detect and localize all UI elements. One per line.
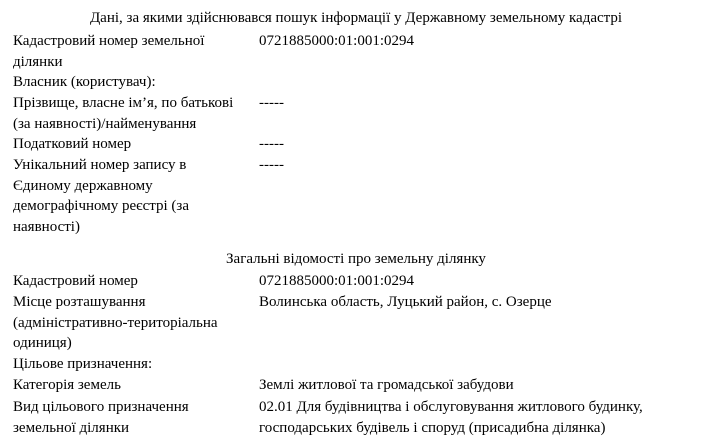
row-value: 02.01 Для будівництва і обслуговування житлового будинку, господарських будівель і споруд (присадибна ділянка)	[259, 399, 643, 436]
row-value: -----	[259, 136, 284, 152]
search-data-section-title: Дані, за якими здійснювався пошук інформації у Державному земельному кадастрі	[89, 10, 623, 26]
row-label: Власник (користувач):	[13, 74, 156, 90]
row-label: Кадастровий номер	[13, 273, 138, 289]
row-value: Землі житлової та громадської забудови	[259, 377, 514, 393]
row-value: -----	[259, 95, 284, 111]
row-value: Волинська область, Луцький район, с. Озерце	[259, 294, 552, 310]
row-value: 0721885000:01:001:0294	[259, 273, 415, 289]
row-label: Унікальний номер запису в Єдиному державному демографічному реєстрі (за наявності)	[13, 157, 189, 235]
row-label: Місце розташування (адміністративно-територіальна одиниця)	[13, 294, 218, 351]
row-label: Кадастровий номер земельної ділянки	[13, 33, 205, 70]
row-label: Вид цільового призначення земельної ділянки	[13, 399, 189, 436]
row-label: Податковий номер	[13, 136, 132, 152]
row-label: Прізвище, власне ім’я, по батькові (за наявності)/найменування	[13, 95, 234, 132]
row-value: 0721885000:01:001:0294	[259, 33, 415, 49]
row-label: Цільове призначення:	[13, 356, 153, 372]
row-label: Категорія земель	[13, 377, 121, 393]
row-value: -----	[259, 157, 284, 173]
general-info-section-title: Загальні відомості про земельну ділянку	[226, 251, 486, 267]
